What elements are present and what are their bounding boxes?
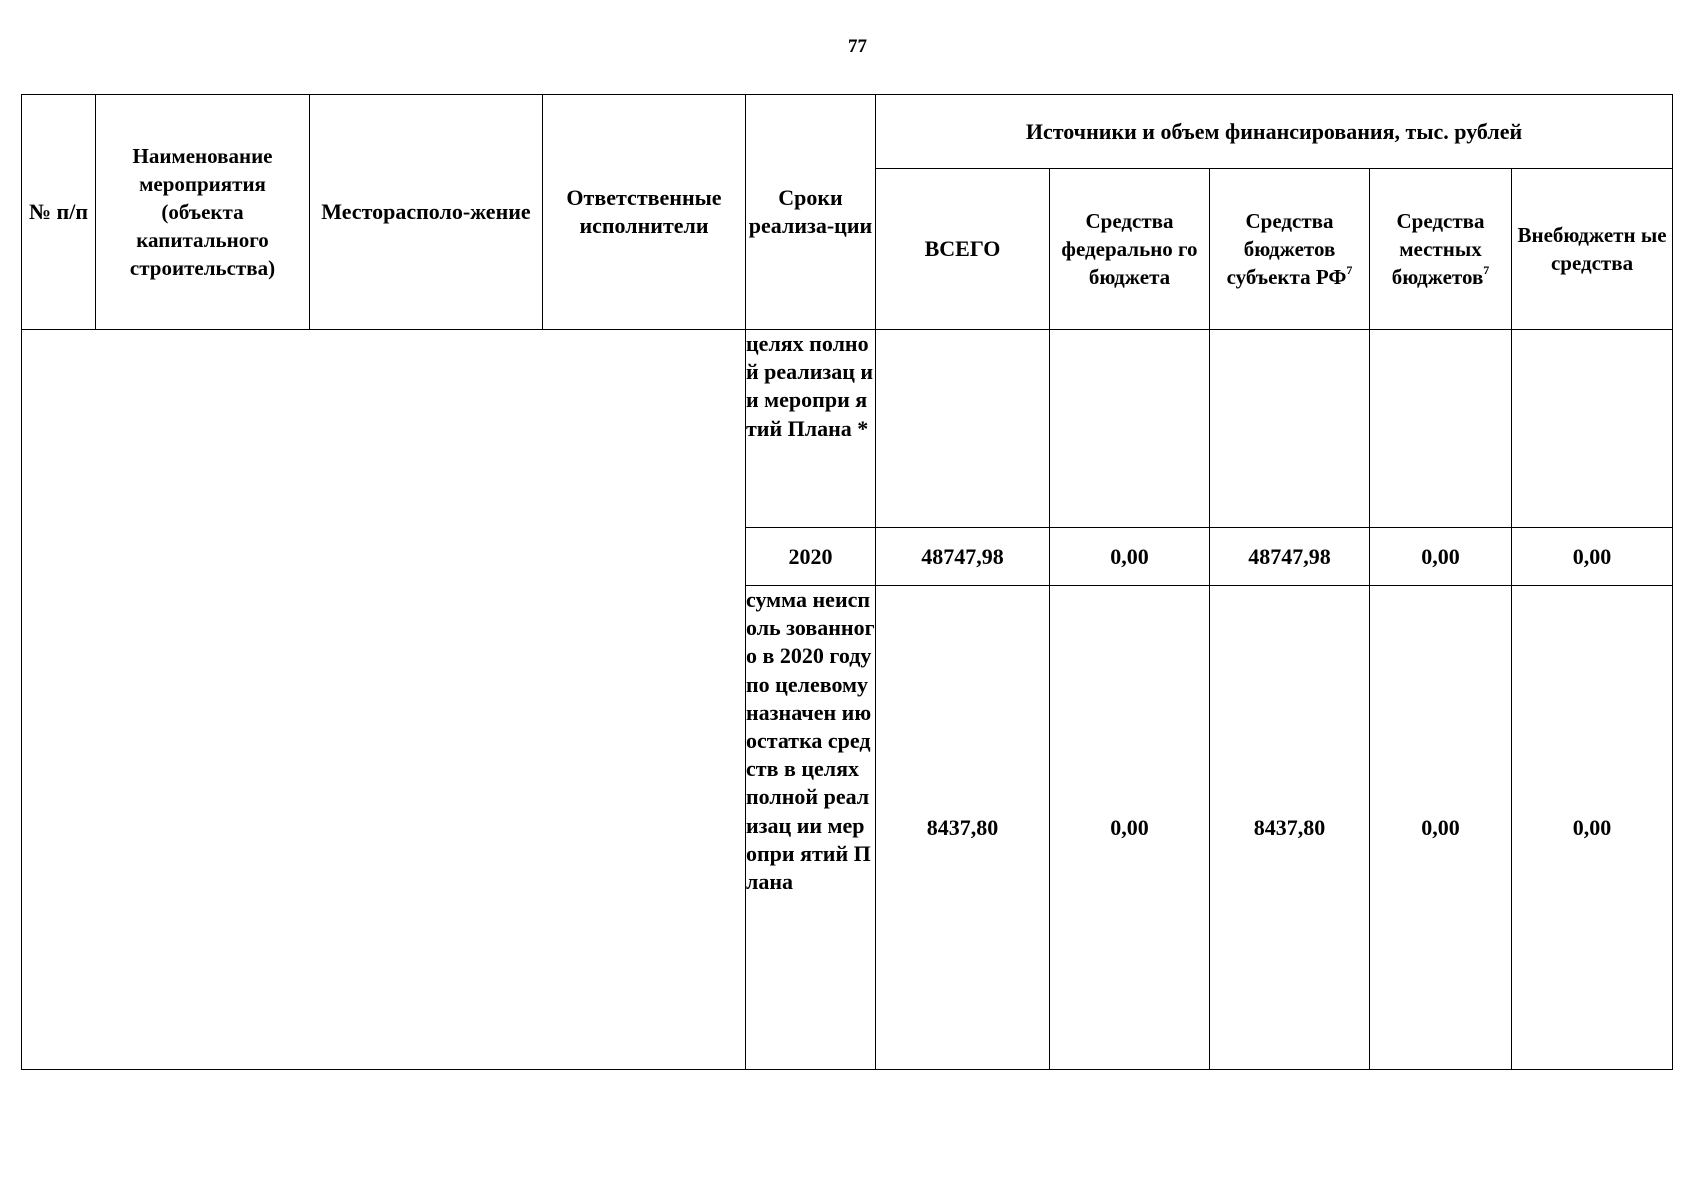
header-subject-label: Средства бюджетов субъекта РФ <box>1226 209 1347 289</box>
subject-cell: 8437,80 <box>1210 586 1370 1070</box>
subject-cell: 48747,98 <box>1210 528 1370 586</box>
extra-cell <box>1512 330 1673 528</box>
header-terms: Сроки реализа-ции <box>746 95 876 330</box>
table-row <box>22 330 1673 528</box>
header-total: ВСЕГО <box>876 169 1050 330</box>
header-location: Месторасполо-жение <box>310 95 543 330</box>
term-cell: сумма неисполь зованног о в 2020 году по целевому назначен ию остатка средств в целях полной реализац ии меропри ятий Плана <box>746 586 876 1070</box>
header-row-1 <box>22 95 1673 169</box>
header-responsible: Ответственные исполнители <box>543 95 746 330</box>
federal-cell: 0,00 <box>1050 586 1210 1070</box>
financing-table <box>21 94 1673 1070</box>
federal-cell: 0,00 <box>1050 528 1210 586</box>
header-name: Наименование мероприятия (объекта капитального строительства) <box>96 95 310 330</box>
term-cell: целях полной реализац ии меропри ятий Плана * <box>746 330 876 528</box>
header-subject-footnote: 7 <box>1346 263 1353 277</box>
extra-cell: 0,00 <box>1512 586 1673 1070</box>
local-cell: 0,00 <box>1370 586 1512 1070</box>
header-sources: Источники и объем финансирования, тыс. рублей <box>876 95 1673 169</box>
federal-cell <box>1050 330 1210 528</box>
subject-cell <box>1210 330 1370 528</box>
merged-blank-cell <box>22 330 746 1070</box>
header-local <box>1370 169 1512 330</box>
header-federal: Средства федерально го бюджета <box>1050 169 1210 330</box>
extra-cell: 0,00 <box>1512 528 1673 586</box>
local-cell <box>1370 330 1512 528</box>
header-local-label: Средства местных бюджетов <box>1391 209 1485 289</box>
total-cell <box>876 330 1050 528</box>
header-local-footnote: 7 <box>1483 263 1490 277</box>
page-number: 77 <box>848 36 867 57</box>
local-cell: 0,00 <box>1370 528 1512 586</box>
total-cell: 8437,80 <box>876 586 1050 1070</box>
term-cell: 2020 <box>746 528 876 586</box>
header-number: № п/п <box>22 95 96 330</box>
total-cell: 48747,98 <box>876 528 1050 586</box>
header-extra: Внебюджетн ые средства <box>1512 169 1673 330</box>
header-subject <box>1210 169 1370 330</box>
